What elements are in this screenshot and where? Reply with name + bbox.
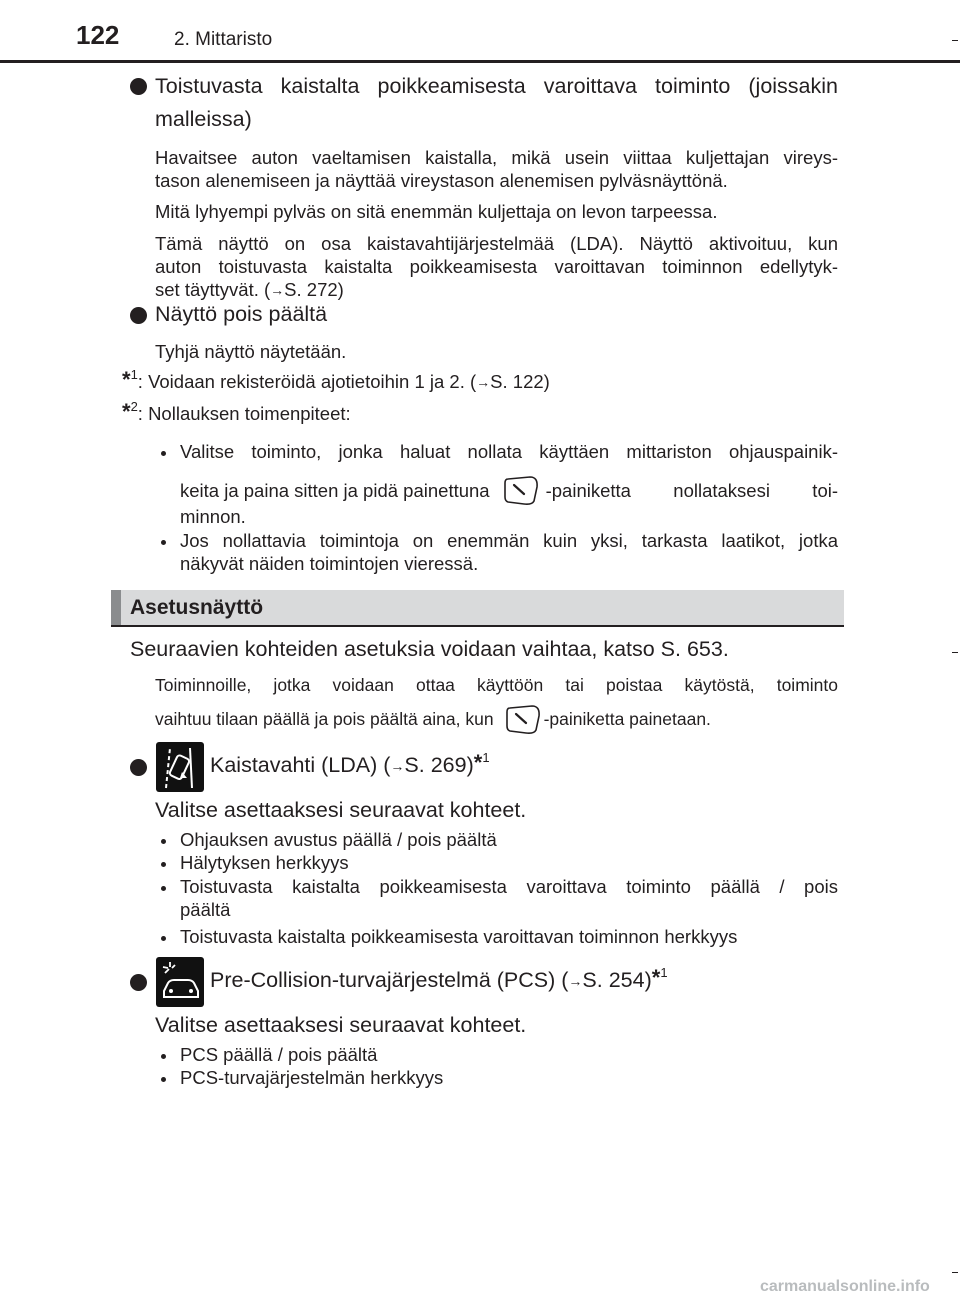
page-reference[interactable]: S. 272) xyxy=(284,279,344,300)
section-header-accent xyxy=(111,590,121,626)
list-item: Toistuvasta kaistalta poikkeamisesta varoittava toiminto päällä / pois xyxy=(180,876,838,897)
section-intro: Seuraavien kohteiden asetuksia voidaan vaihtaa, katso S. 653. xyxy=(130,637,729,661)
bullet-icon xyxy=(130,759,147,776)
crop-mark xyxy=(952,652,958,653)
bullet-icon xyxy=(130,974,147,991)
list-item: näkyvät näiden toimintojen vieressä. xyxy=(180,553,479,574)
list-bullet xyxy=(161,886,166,891)
list-bullet xyxy=(161,839,166,844)
list-item: PCS päällä / pois päältä xyxy=(180,1044,378,1065)
paragraph: set täyttyvät. (→S. 272) xyxy=(155,279,344,300)
section-title: 2. Mittaristo xyxy=(174,29,273,50)
list-bullet xyxy=(161,1054,166,1059)
list-bullet xyxy=(161,451,166,456)
list-item: Toistuvasta kaistalta poikkeamisesta varoittavan toiminnon herkkyys xyxy=(180,926,738,947)
list-bullet xyxy=(161,862,166,867)
lane-departure-icon xyxy=(156,742,204,792)
crop-mark xyxy=(952,1272,958,1273)
page-reference[interactable]: S. 269) xyxy=(404,753,474,777)
item-heading: Näyttö pois päältä xyxy=(155,302,328,326)
paragraph: Tyhjä näyttö näytetään. xyxy=(155,341,347,362)
arrow-icon: → xyxy=(568,973,583,989)
page-reference[interactable]: S. 254) xyxy=(582,968,652,992)
paragraph: Mitä lyhyempi pylväs on sitä enemmän kuljettaja on levon tarpeessa. xyxy=(155,201,718,222)
paragraph: Valitse asettaaksesi seuraavat kohteet. xyxy=(155,798,527,822)
footnote-2: *$^2$: Nollauksen toimenpiteet: xyxy=(122,398,351,424)
paragraph: Toiminnoille, jotka voidaan ottaa käyttöön tai poistaa käytöstä, toiminto xyxy=(155,675,838,695)
arrow-icon: → xyxy=(270,282,285,298)
section-header-rule xyxy=(111,625,844,627)
list-item: Ohjauksen avustus päällä / pois päältä xyxy=(180,829,497,850)
list-bullet xyxy=(161,936,166,941)
header-rule xyxy=(0,60,960,63)
list-bullet xyxy=(161,1077,166,1082)
paragraph: Havaitsee auton vaeltamisen kaistalla, mikä usein viittaa kuljettajan vireys- xyxy=(155,147,838,168)
list-item: PCS-turvajärjestelmän herkkyys xyxy=(180,1067,444,1088)
paragraph: vaihtuu tilaan päällä ja pois päältä aina, kun -painiketta painetaan. xyxy=(155,702,711,736)
pre-collision-icon xyxy=(156,957,204,1007)
reset-button-icon xyxy=(502,473,542,507)
item-heading: Kaistavahti (LDA) (→S. 269)*$^1$ xyxy=(210,749,490,777)
arrow-icon: → xyxy=(476,374,491,390)
paragraph: auton toistuvasta kaistalta poikkeamisesta varoittavan toiminnon edellytyk- xyxy=(155,256,838,277)
page-number: 122 xyxy=(76,20,120,50)
watermark: carmanualsonline.info xyxy=(760,1278,930,1295)
item-heading: Toistuvasta kaistalta poikkeamisesta varoittava toiminto (joissakin xyxy=(155,74,838,98)
list-item: päältä xyxy=(180,899,231,920)
list-bullet xyxy=(161,540,166,545)
page-reference[interactable]: S. 122) xyxy=(490,371,550,392)
item-heading-cont: malleissa) xyxy=(155,107,252,131)
list-item: keita ja paina sitten ja pidä painettuna -painiketta nollataksesi toi- xyxy=(180,473,838,507)
paragraph: tason alenemiseen ja näyttää vireystason alenemisen pylväsnäyttönä. xyxy=(155,170,728,191)
bullet-icon xyxy=(130,78,147,95)
bullet-icon xyxy=(130,307,147,324)
section-heading: Asetusnäyttö xyxy=(130,596,264,619)
paragraph: Valitse asettaaksesi seuraavat kohteet. xyxy=(155,1013,527,1037)
reset-button-icon xyxy=(504,702,544,736)
paragraph: Tämä näyttö on osa kaistavahtijärjestelmää (LDA). Näyttö aktivoituu, kun xyxy=(155,233,838,254)
list-item: Jos nollattavia toimintoja on enemmän kuin yksi, tarkasta laatikot, jotka xyxy=(180,530,838,551)
list-item: minnon. xyxy=(180,506,246,527)
arrow-icon: → xyxy=(390,758,405,774)
item-heading: Pre-Collision-turvajärjestelmä (PCS) (→S. 254)*$^1$ xyxy=(210,964,668,992)
crop-mark xyxy=(952,40,958,41)
list-item: Hälytyksen herkkyys xyxy=(180,852,349,873)
list-item: Valitse toiminto, jonka haluat nollata käyttäen mittariston ohjauspainik- xyxy=(180,441,838,462)
footnote-1: *$^1$: Voidaan rekisteröidä ajotietoihin 1 ja 2. (→S. 122) xyxy=(122,366,550,392)
